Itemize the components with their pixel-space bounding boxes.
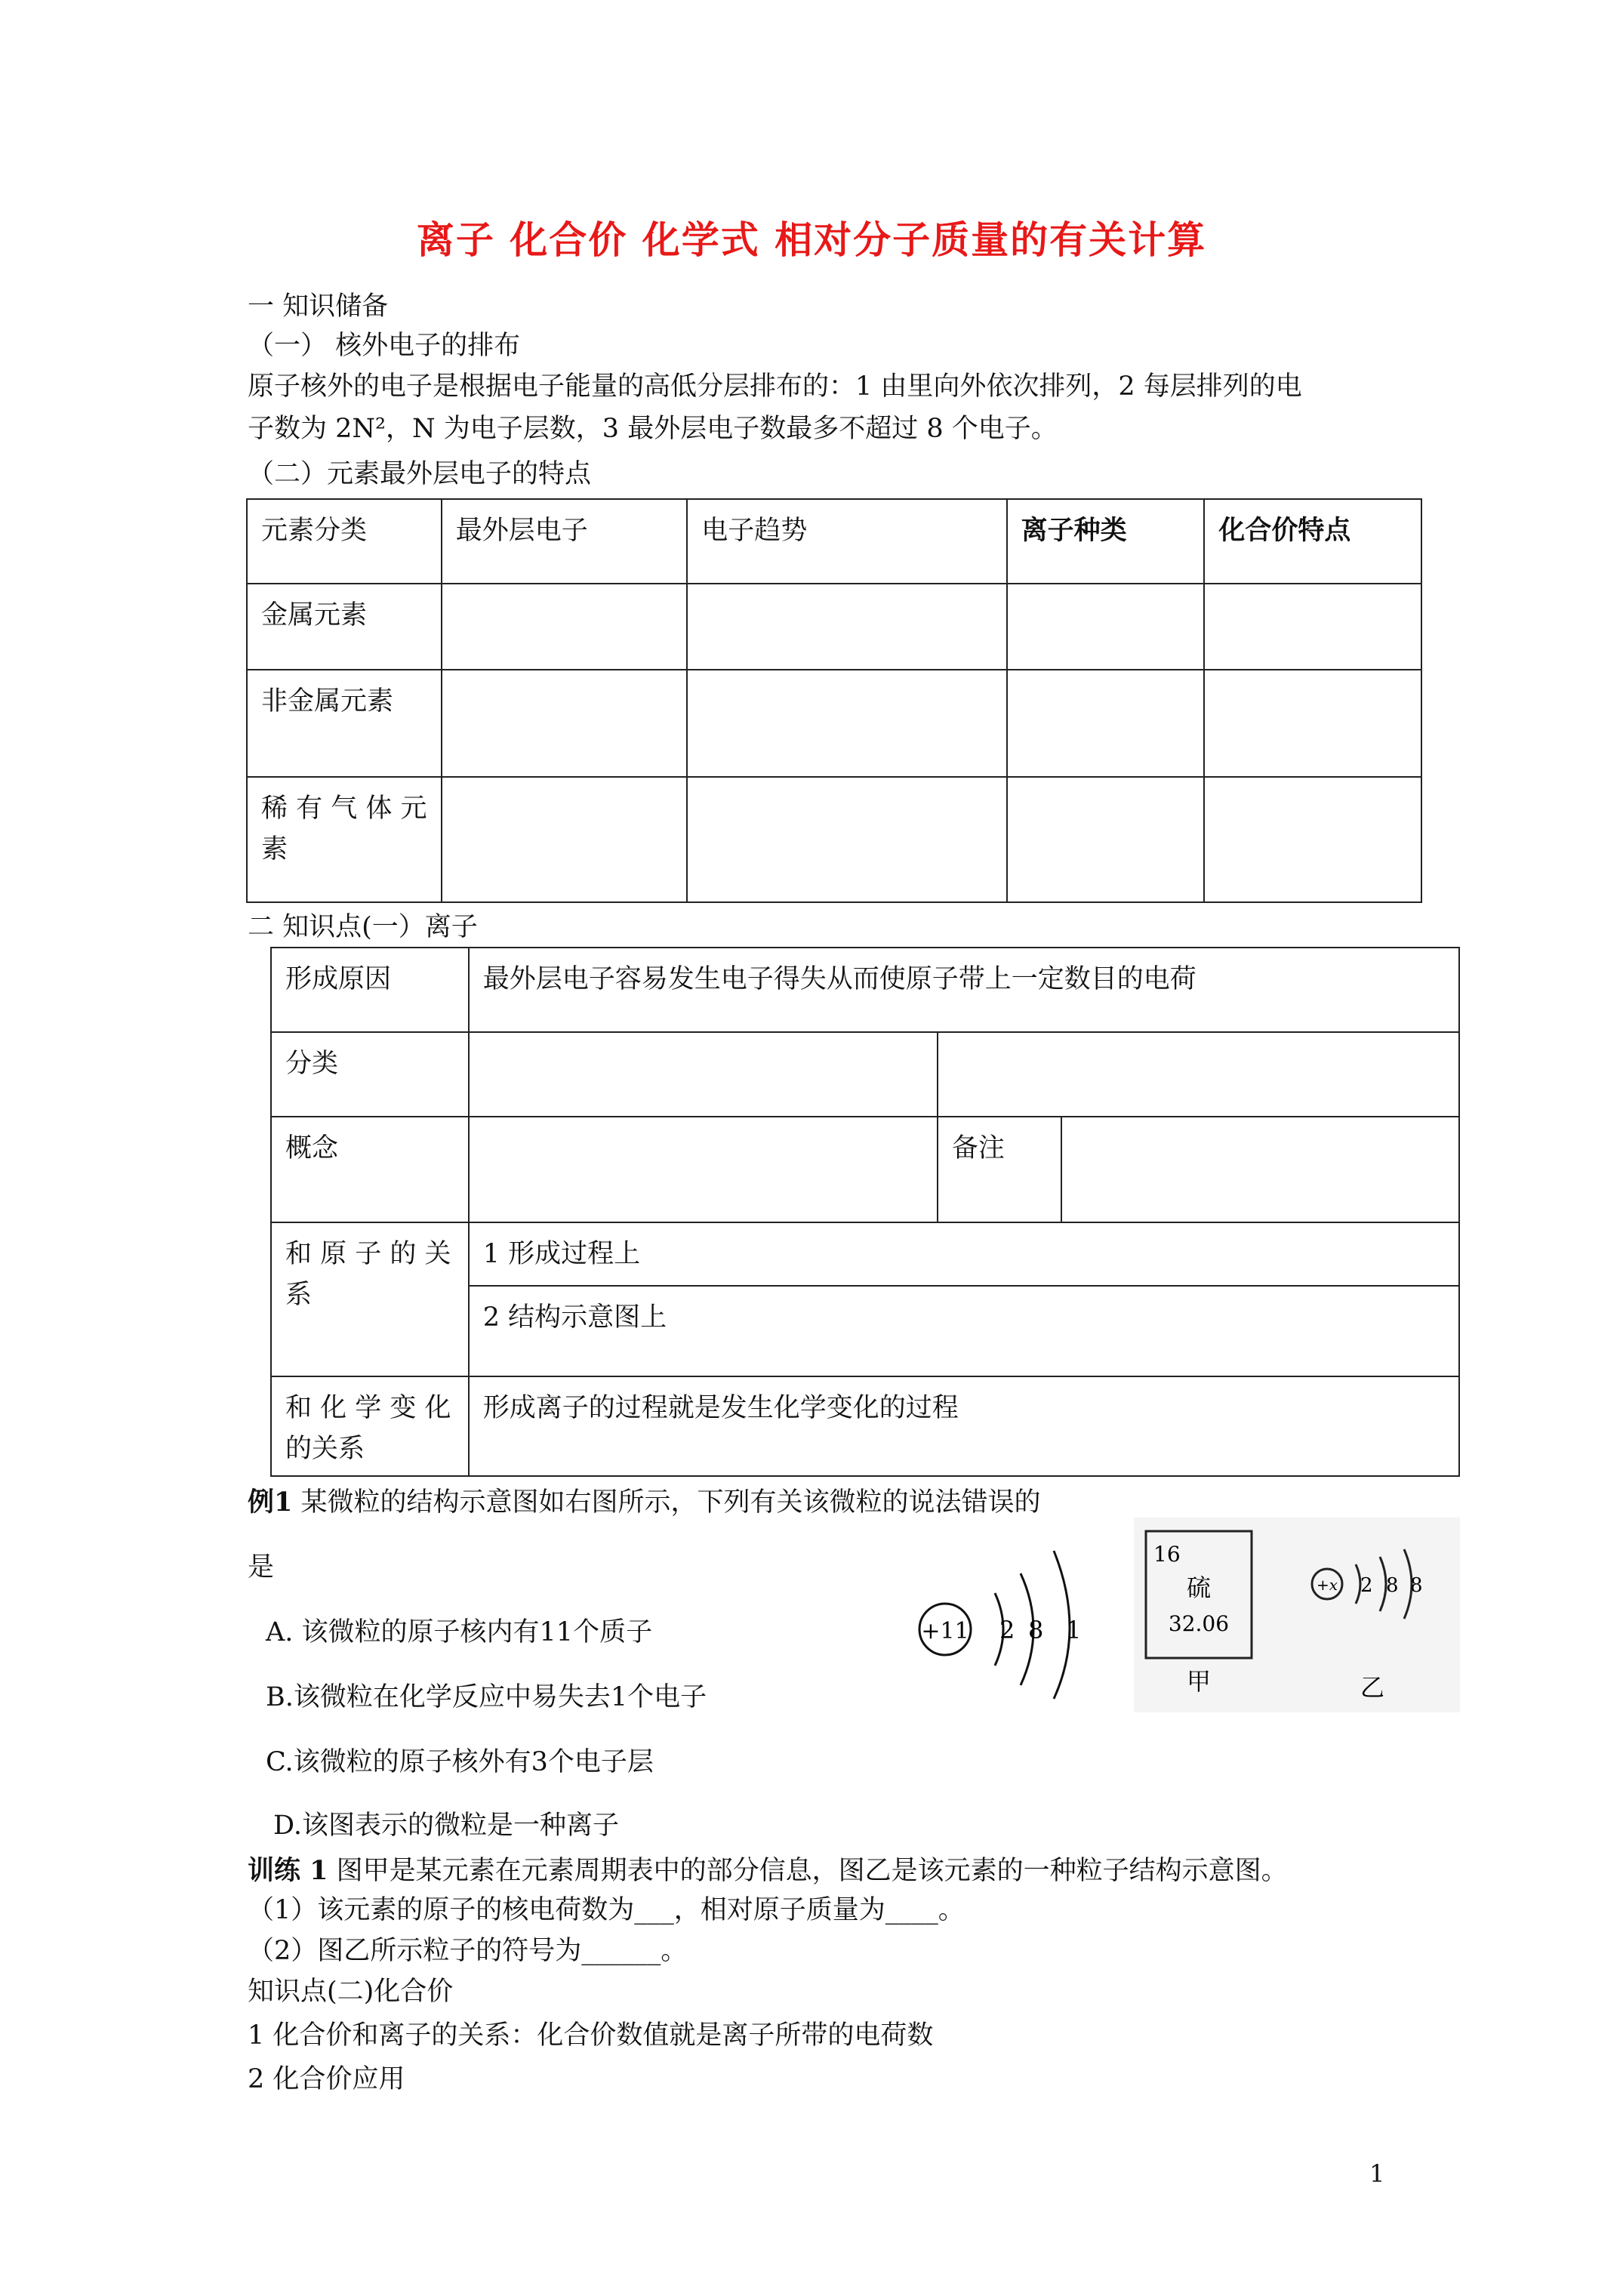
table-cell: 2 结构示意图上: [469, 1286, 1459, 1376]
shell-electron-count: 8: [1386, 1574, 1399, 1597]
row-label: 分类: [271, 1032, 469, 1117]
valence-point-1: 1 化合价和离子的关系：化合价数值就是离子所带的电荷数: [248, 2020, 934, 2051]
table-cell: [1204, 584, 1421, 670]
table-cell: [1061, 1117, 1459, 1222]
table-cell: [442, 777, 688, 902]
page-number: 1: [1369, 2159, 1385, 2188]
subsection-electron-arrangement: （一） 核外电子的排布: [248, 331, 521, 361]
table-cell: [1007, 670, 1205, 777]
table-header: 最外层电子: [442, 499, 688, 584]
valence-point-2: 2 化合价应用: [248, 2064, 405, 2094]
example-stem: 某微粒的结构示意图如右图所示，下列有关该微粒的说法错误的: [292, 1487, 1041, 1518]
table-cell: 形成离子的过程就是发生化学变化的过程: [469, 1376, 1459, 1476]
table-cell: [469, 1032, 938, 1117]
row-label: 和 原 子 的 关 系: [271, 1222, 469, 1376]
row-label: 非金属元素: [247, 670, 442, 777]
row-label: 金属元素: [247, 584, 442, 670]
table-cell: [1007, 584, 1205, 670]
table-header: 离子种类: [1007, 499, 1205, 584]
shell-electron-count: 1: [1066, 1616, 1082, 1644]
nucleus-charge: +11: [921, 1618, 969, 1644]
example-stem-continued: 是: [248, 1552, 275, 1583]
row-label: 形成原因: [271, 948, 469, 1032]
shell-electron-count: 8: [1410, 1574, 1423, 1597]
subsection-outer-electrons: （二）元素最外层电子的特点: [248, 459, 592, 489]
label-yi: 乙: [1360, 1673, 1385, 1702]
section-heading-ion: 二 知识点(一）离子: [248, 912, 478, 942]
paragraph-line: 子数为 2N²，N 为电子层数，3 最外层电子数最多不超过 8 个电子。: [248, 414, 1058, 444]
atomic-number: 16: [1153, 1542, 1181, 1567]
table-cell: [938, 1032, 1459, 1117]
example-label: 例1: [248, 1487, 293, 1518]
table-header: 电子趋势: [687, 499, 1006, 584]
option-c: C.该微粒的原子核外有3个电子层: [266, 1747, 654, 1777]
row-label: 和 化 学 变 化 的关系: [271, 1376, 469, 1476]
table-cell: [469, 1117, 938, 1222]
table-cell: [1204, 670, 1421, 777]
table-cell: [442, 670, 688, 777]
section-heading-valence: 知识点(二)化合价: [248, 1977, 454, 2007]
table-cell: 备注: [938, 1117, 1061, 1222]
element-name: 硫: [1186, 1573, 1212, 1602]
table-cell: [687, 777, 1006, 902]
row-label: 概念: [271, 1117, 469, 1222]
page-title: 离子 化合价 化学式 相对分子质量的有关计算: [416, 217, 1207, 262]
ion-nucleus-charge: +x: [1316, 1576, 1338, 1594]
label-jia: 甲: [1186, 1667, 1212, 1696]
table-cell: 1 形成过程上: [469, 1222, 1459, 1286]
paragraph-line: 原子核外的电子是根据电子能量的高低分层排布的：1 由里向外依次排列，2 每层排列的电: [248, 371, 1302, 402]
table-cell: [687, 670, 1006, 777]
atomic-mass: 32.06: [1168, 1611, 1230, 1636]
option-d: D.该图表示的微粒是一种离子: [273, 1811, 619, 1841]
shell-electron-count: 2: [1360, 1574, 1373, 1597]
figure-jia-yi: [1134, 1518, 1460, 1712]
option-b: B.该微粒在化学反应中易失去1个电子: [266, 1682, 707, 1712]
training-question-2: （2）图乙所示粒子的符号为______。: [248, 1936, 688, 1966]
shell-electron-count: 2: [999, 1616, 1015, 1644]
shell-electron-count: 8: [1028, 1616, 1044, 1644]
row-label: 稀 有 气 体 元 素: [247, 777, 442, 902]
electron-shell-arc: [1380, 1557, 1386, 1611]
table-cell: [442, 584, 688, 670]
table-cell: [1204, 777, 1421, 902]
table-header: 化合价特点: [1204, 499, 1421, 584]
training-question-1: （1）该元素的原子的核电荷数为___，相对原子质量为____。: [248, 1895, 965, 1925]
atom-structure-diagram: [906, 1521, 1102, 1702]
section-heading-knowledge: 一 知识储备: [248, 291, 389, 322]
table-cell: 最外层电子容易发生电子得失从而使原子带上一定数目的电荷: [469, 948, 1459, 1032]
training-stem: 图甲是某元素在元素周期表中的部分信息，图乙是该元素的一种粒子结构示意图。: [328, 1856, 1288, 1886]
ion-table: [270, 947, 1460, 1477]
option-a: A. 该微粒的原子核内有11个质子: [266, 1617, 653, 1647]
element-table: [246, 498, 1422, 903]
table-header: 元素分类: [247, 499, 442, 584]
table-cell: [1007, 777, 1205, 902]
table-cell: [687, 584, 1006, 670]
training-label: 训练 1: [248, 1855, 328, 1886]
